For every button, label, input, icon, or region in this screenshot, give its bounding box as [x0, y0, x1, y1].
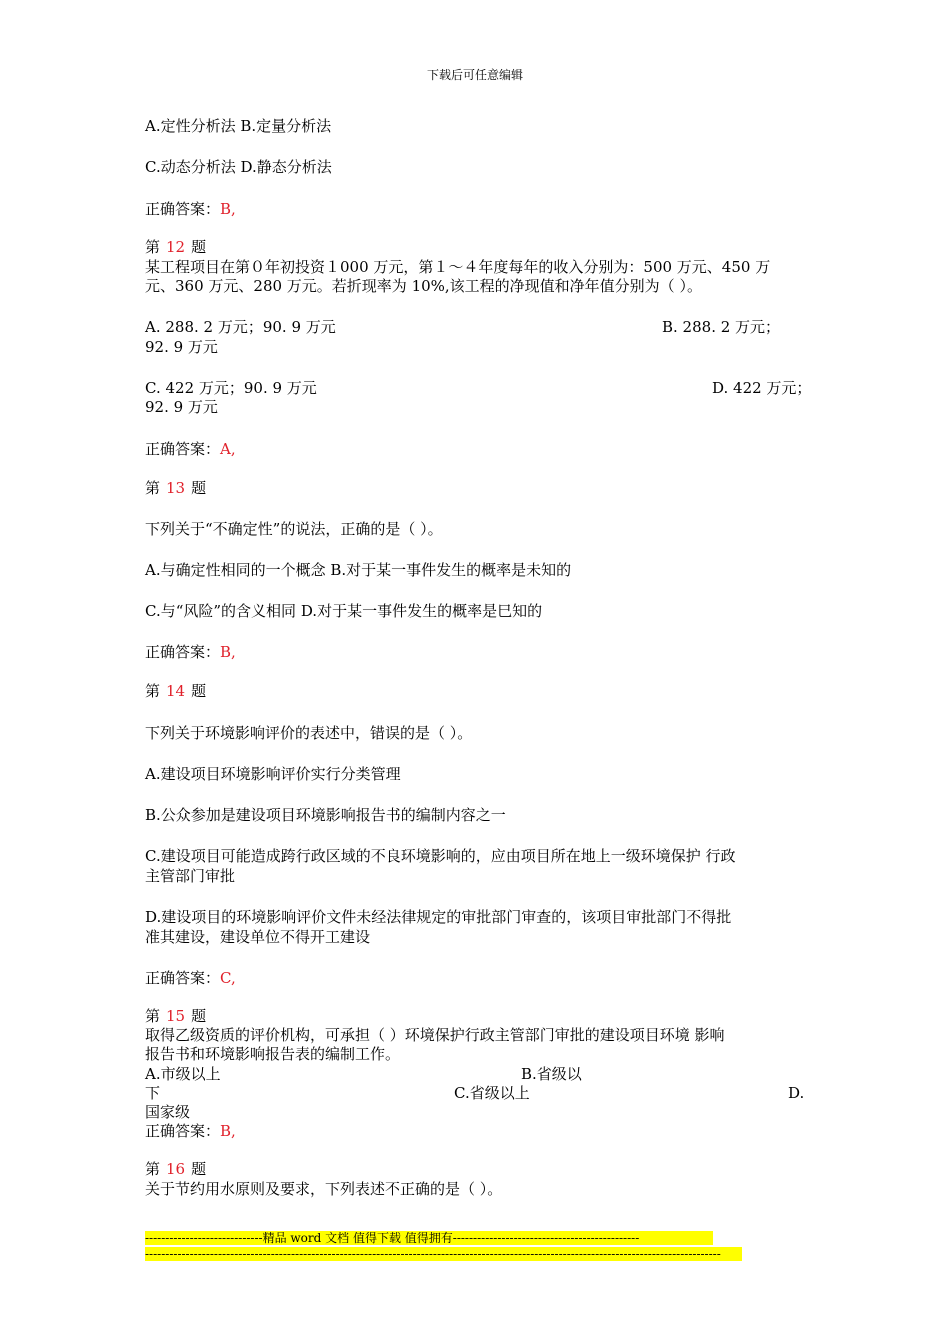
question-number: 16: [166, 1160, 186, 1178]
question-prefix: 第: [145, 479, 161, 497]
question-prefix: 第: [145, 238, 161, 256]
q15-option-a: A.市级以上: [145, 1065, 221, 1083]
page-header: 下载后可任意编辑: [426, 68, 523, 82]
q12-option-a: A. 288. 2 万元；90. 9 万元: [145, 318, 336, 336]
q14-option-a: A.建设项目环境影响评价实行分类管理: [145, 765, 401, 783]
answer-value: C,: [220, 969, 236, 987]
question-suffix: 题: [191, 1007, 207, 1025]
q15-option-d-cont: 国家级: [145, 1103, 191, 1121]
question-suffix: 题: [191, 1160, 207, 1178]
q12-stem-line2: 元、360 万元、280 万元。若折现率为 10%,该工程的净现值和净年值分别为（ ）。: [145, 277, 702, 295]
question-prefix: 第: [145, 682, 161, 700]
question-suffix: 题: [191, 238, 207, 256]
q14-option-d-line1: D.建设项目的环境影响评价文件未经法律规定的审批部门审查的，该项目审批部门不得批: [145, 908, 732, 926]
q11-answer: [145, 199, 236, 219]
q12-option-b-cont: 92. 9 万元: [145, 338, 218, 356]
q14-answer: [145, 968, 236, 988]
answer-value: B,: [220, 200, 236, 218]
question-prefix: 第: [145, 1160, 161, 1178]
q15-option-c: C.省级以上: [454, 1084, 530, 1102]
q16-stem: 关于节约用水原则及要求，下列表述不正确的是（ ）。: [145, 1180, 503, 1198]
q12-title: [145, 237, 206, 257]
q12-answer: [145, 439, 236, 459]
footer-banner-line1: -----------------------------精品 word 文档 值得下载 值得拥有----------------------------------------------: [145, 1231, 713, 1245]
answer-label: 正确答案：: [145, 200, 221, 218]
q12-option-c: C. 422 万元；90. 9 万元: [145, 379, 317, 397]
answer-value: B,: [220, 643, 236, 661]
q11-options-ab: A.定性分析法 B.定量分析法: [145, 117, 332, 135]
q15-option-d: D.: [788, 1084, 805, 1102]
q15-option-b-cont: 下: [145, 1084, 161, 1102]
q13-title: [145, 478, 206, 498]
question-number: 12: [166, 238, 186, 256]
question-number: 14: [166, 682, 186, 700]
q14-option-c-line1: C.建设项目可能造成跨行政区域的不良环境影响的，应由项目所在地上一级环境保护 行政: [145, 847, 736, 865]
q11-options-cd: C.动态分析法 D.静态分析法: [145, 158, 332, 176]
answer-label: 正确答案：: [145, 1122, 221, 1140]
q15-title: [145, 1006, 206, 1026]
q15-stem-line1: 取得乙级资质的评价机构，可承担（ ）环境保护行政主管部门审批的建设项目环境 影响: [145, 1026, 725, 1044]
q13-stem: 下列关于“不确定性”的说法，正确的是（ ）。: [145, 520, 443, 538]
q12-option-d: D. 422 万元；: [712, 379, 812, 397]
q14-option-c-line2: 主管部门审批: [145, 867, 236, 885]
footer-banner-line2: ----------------------------------------------------------------------------------------------------------------------------------------------: [145, 1247, 742, 1261]
q15-answer: [145, 1121, 236, 1141]
q14-stem: 下列关于环境影响评价的表述中，错误的是（ ）。: [145, 724, 473, 742]
q16-title: [145, 1159, 206, 1179]
q12-stem-line1: 某工程项目在第０年初投资１000 万元，第１～４年度每年的收入分别为：500 万元、450 万: [145, 258, 771, 276]
q13-answer: [145, 642, 236, 662]
answer-value: B,: [220, 1122, 236, 1140]
q12-option-b: B. 288. 2 万元；: [662, 318, 781, 336]
answer-label: 正确答案：: [145, 440, 221, 458]
answer-label: 正确答案：: [145, 969, 221, 987]
question-suffix: 题: [191, 479, 207, 497]
q15-option-b: B.省级以: [521, 1065, 582, 1083]
q14-option-d-line2: 准其建设，建设单位不得开工建设: [145, 928, 371, 946]
question-prefix: 第: [145, 1007, 161, 1025]
question-number: 15: [166, 1007, 186, 1025]
answer-value: A,: [220, 440, 236, 458]
answer-label: 正确答案：: [145, 643, 221, 661]
q12-option-d-cont: 92. 9 万元: [145, 398, 218, 416]
q14-title: [145, 681, 206, 701]
q14-option-b: B.公众参加是建设项目环境影响报告书的编制内容之一: [145, 806, 506, 824]
q13-options-ab: A.与确定性相同的一个概念 B.对于某一事件发生的概率是未知的: [145, 561, 572, 579]
q15-stem-line2: 报告书和环境影响报告表的编制工作。: [145, 1045, 401, 1063]
question-suffix: 题: [191, 682, 207, 700]
q13-options-cd: C.与“风险”的含义相同 D.对于某一事件发生的概率是巳知的: [145, 602, 543, 620]
question-number: 13: [166, 479, 186, 497]
